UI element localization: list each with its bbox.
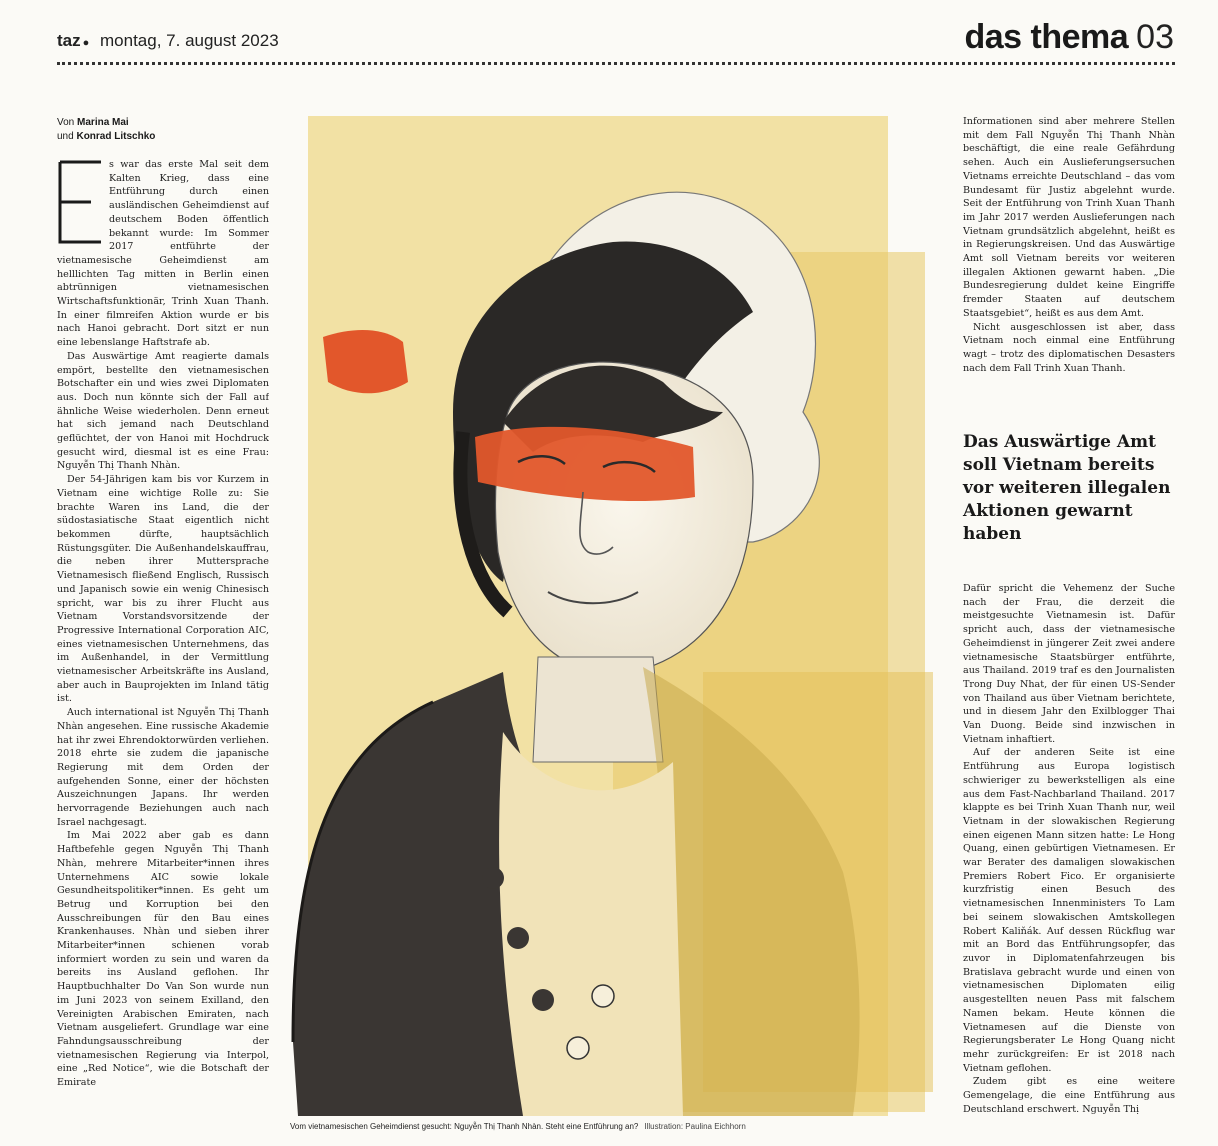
paragraph: Auf der anderen Seite ist eine Entführung aus Europa logistisch schwieriger zu bewerkstelligen als eine aus dem Fast-Nachbarland Thailand. 2017 klappte es bei Trinh Xuan Thanh nur, weil Vietnam in der slowakischen Regierung einen eigenen Mann sitzen hatte: Le Hong Quang, einen gebürtigen Vietnamesen. Er war Berater des damaligen slowakischen Premiers Robert Fico. Er organisierte kurzfristig einen Besuch des vietnamesischen Innenministers To Lam bei seinem slowakischen Amtskollegen Robert Kaliňák. Auf dessen Rückflug war mit an Bord das Entführungsopfer, das zuvor in Diplomatenfahrzeugen bis Bratislava gebracht wurde und einen von vietnamesischen Diplomaten eilig ausgestellten neuen Pass mit falschem Namen bekam. Heute können die Vietnamesen auf die Dienste von Regierungsberater Le Hong Quang nicht mehr zurückgreifen: Er ist 2018 nach Vietnam geflohen. — [963, 747, 1175, 1074]
paragraph: Der 54-Jährigen kam bis vor Kurzem in Vietnam eine wichtige Rolle zu: Sie brachte Waren ins Land, die der südostasiatische Staat eigentlich nicht bekommen dürfte, hauptsächlich Rüstungsgüter. Die Außenhandelskauffrau, die neben ihrer Muttersprache Vietnamesisch fließend Englisch, Russisch und Japanisch sowie ein wenig Chinesisch spricht, war bis zu ihrer Flucht aus Vietnam Vorstandsvorsitzende der Progressive International Corporation AIC, eines vietnamesischen Unternehmens, das im Außenhandel, in der Vermittlung vietnamesischer Arbeitskräfte ins Ausland, aber auch in Bauprojekten im Inland tätig ist. — [57, 474, 269, 705]
blouse-button — [532, 989, 554, 1011]
orange-brush-stroke — [323, 330, 408, 393]
image-credit: Illustration: Paulina Eichhorn — [644, 1122, 746, 1131]
paragraph: Dafür spricht die Vehemenz der Suche nach der Frau, die derzeit die meistgesuchte Vietnamesin ist. Dafür spricht auch, dass der vietnamesische Geheimdienst in jüngerer Zeit zwei andere vietnamesische Staatsbürger entführte, aus Thailand. 2019 traf es den Journalisten Trong Duy Nhat, der für einen US-Sender von Thailand aus über Vietnam berichtete, und in diesem Jahr den Exilblogger Thai Van Duong. Beide sind inzwischen in Vietnam inhaftiert. — [963, 583, 1175, 745]
paragraph: Nicht ausgeschlossen ist aber, dass Vietnam noch einmal eine Entführung wagt – trotz des diplomatischen Desasters nach dem Fall Trinh Xuan Thanh. — [963, 321, 1175, 374]
masthead-right — [964, 18, 1174, 57]
author-name: Konrad Litschko — [76, 131, 156, 142]
paragraph: Im Mai 2022 aber gab es dann Haftbefehle gegen Nguyễn Thị Thanh Nhàn, mehrere Mitarbeiter*innen ihres Unternehmens AIC sowie lokale Gesundheitspolitiker*innen. Es geht um Betrug und Korruption bei den Ausschreibungen für den Bau eines Krankenhauses. Nhàn und sieben ihrer Mitarbeiter*innen schienen vorab informiert worden zu sein und waren da bereits ins Ausland geflohen. Ihr Hauptbuchhalter Do Van Son wurde nun im Juni 2023 von seinem Exilland, den Vereinigten Arabischen Emiraten, nach Vietnam ausgeliefert. Grundlage war eine Fahndungsausschreibung der vietnamesischen Regierung via Interpol, eine „Red Notice“, wie die Botschaft der Emirate — [57, 830, 269, 1089]
byline — [57, 116, 155, 144]
pull-quote: Das Auswärtige Amt soll Vietnam bereits vor weiteren illegalen Aktionen gewarnt haben — [963, 432, 1171, 544]
byline-prefix: und — [57, 131, 77, 142]
masthead-left — [57, 31, 279, 51]
caption-text: Vom vietnamesischen Geheimdienst gesucht: Nguyễn Thị Thanh Nhàn. Steht eine Entführung an? — [290, 1122, 639, 1131]
blouse-button — [567, 1037, 589, 1059]
taz-paw-icon: ● — [82, 37, 90, 49]
author-name: Marina Mai — [77, 117, 129, 128]
paragraph: s war das erste Mal seit dem Kalten Krieg, dass eine Entführung durch einen ausländischen Geheimdienst auf deutschem Boden öffentlich bekannt wurde: Im Sommer 2017 entführte der vietnamesische Geheimdienst am helllichten Tag mitten in Berlin einen abtrünnigen vietnamesischen Wirtschaftsfunktionär, Trinh Xuan Thanh. In einer filmreifen Aktion wurde er bis nach Hanoi gebracht. Dort sitzt er nun eine lebenslange Haftstrafe ab. — [57, 159, 269, 349]
blouse-button — [507, 927, 529, 949]
dropcap-e-glyph — [57, 160, 103, 244]
byline-prefix: Von — [57, 117, 78, 128]
paragraph: Zudem gibt es eine weitere Gemengelage, die eine Entführung aus Deutschland erschwert. Nguyễn Thị — [963, 1076, 1175, 1115]
article-column-left — [57, 158, 269, 1146]
blouse-button — [482, 867, 504, 889]
paragraph: Auch international ist Nguyễn Thị Thanh Nhàn angesehen. Eine russische Akademie hat ihr zwei Ehrendoktorwürden verliehen. 2018 ehrte sie zudem die japanische Regierung mit dem Orden der aufgehenden Sonne, einer der höchsten Auszeichnungen Japans. Ihr werden hervorragende Beziehungen auch nach Israel nachgesagt. — [57, 707, 269, 828]
dropcap — [57, 160, 103, 244]
page-number: 03 — [1136, 18, 1174, 56]
paragraph: Das Auswärtige Amt reagierte damals empört, bestellte den vietnamesischen Botschafter ein und wies zwei Diplomaten aus. Doch nun könnte sich der Fall auf ähnliche Weise wiederholen. Denn erneut hat sich jemand nach Deutschland geflüchtet, der von Hanoi mit Hochdruck gesucht wird, diesmal ist es eine Frau: Nguyễn Thị Thanh Nhàn. — [57, 350, 269, 472]
article-column-right-top — [963, 115, 1175, 410]
image-caption — [290, 1122, 950, 1131]
header-divider — [57, 62, 1175, 65]
article-column-right-bottom — [963, 582, 1175, 1146]
portrait-illustration — [283, 112, 941, 1116]
blouse-button — [592, 985, 614, 1007]
paragraph: Informationen sind aber mehrere Stellen mit dem Fall Nguyễn Thị Thanh Nhàn beschäftigt, die eine reale Gefährdung sehen. Auch ein Auslieferungsersuchen Vietnams erreichte Deutschland – das vom Bundesamt für Justiz abgelehnt wurde. Seit der Entführung von Trinh Xuan Thanh im Jahr 2017 werden Auslieferungen nach Vietnam grundsätzlich abgelehnt, heißt es in Regierungskreisen. Und das Auswärtige Amt soll Vietnam bereits vor weiteren illegalen Aktionen gewarnt haben. „Die Bundesregierung duldet keine Eingriffe fremder Staaten auf deutschem Staatsgebiet“, heißt es aus dem Amt. — [963, 116, 1175, 319]
issue-date: montag, 7. august 2023 — [100, 31, 279, 50]
taz-logo: taz — [57, 31, 81, 50]
section-title: das thema — [964, 18, 1129, 56]
